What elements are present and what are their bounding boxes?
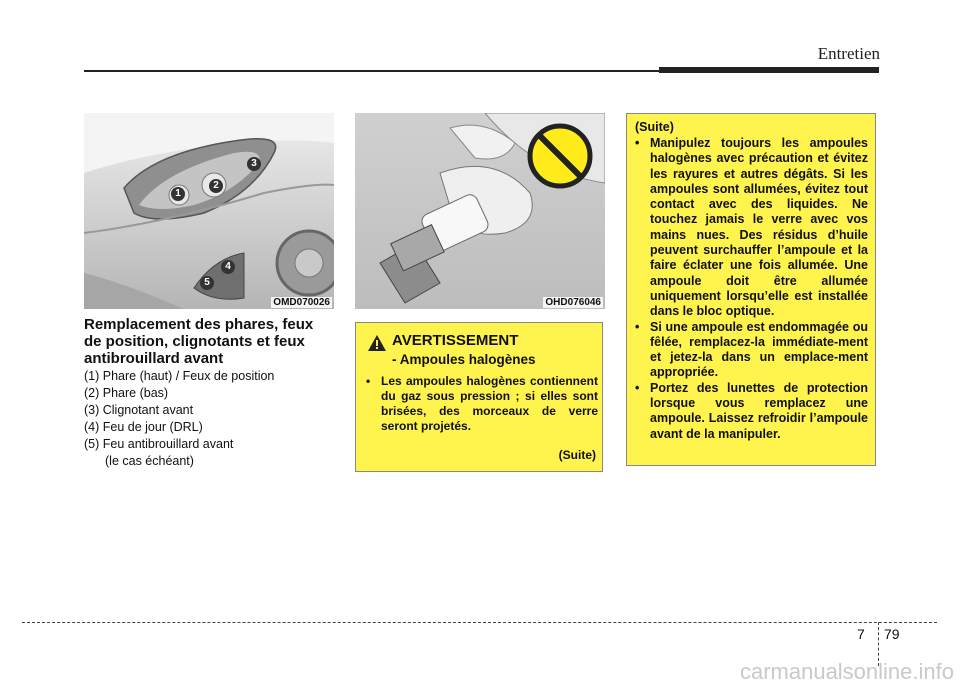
footer-rule bbox=[22, 622, 937, 623]
list-item: (4) Feu de jour (DRL) bbox=[84, 420, 203, 434]
chapter-number: 7 bbox=[857, 626, 865, 642]
figure-code: OMD070026 bbox=[273, 297, 330, 308]
header-rule bbox=[84, 70, 659, 72]
callout-2: 2 bbox=[209, 179, 223, 193]
list-item-continuation: (le cas échéant) bbox=[105, 454, 194, 468]
warning-text bbox=[366, 374, 598, 434]
bullet-text: Portez des lunettes de protection lorsque vous remplacez une ampoule. Laissez refroidir l’ampoule avant de la manipuler. bbox=[650, 380, 868, 441]
parts-list bbox=[84, 368, 344, 470]
list-item: (2) Phare (bas) bbox=[84, 386, 169, 400]
bullet-text: Si une ampoule est endommagée ou fêlée, remplacez-la immédiate-ment et jetez-la dans un emplace-ment appropriée. bbox=[650, 319, 868, 380]
bullet-icon: • bbox=[635, 380, 640, 395]
warning-suite: (Suite) bbox=[558, 448, 596, 462]
callout-3: 3 bbox=[247, 157, 261, 171]
list-item: (5) Feu antibrouillard avant bbox=[84, 437, 234, 451]
warning-triangle-icon bbox=[367, 334, 387, 352]
watermark: carmanualsonline.info bbox=[739, 659, 954, 684]
list-item bbox=[635, 381, 868, 442]
section-title: Entretien bbox=[817, 44, 880, 63]
bulb-illustration bbox=[355, 113, 605, 309]
figure-code: OHD076046 bbox=[545, 297, 601, 308]
header-rule-thick bbox=[659, 67, 879, 73]
warning-box bbox=[355, 322, 603, 472]
list-item: (1) Phare (haut) / Feux de position bbox=[84, 369, 275, 383]
list-item: (3) Clignotant avant bbox=[84, 403, 194, 417]
list-item bbox=[635, 136, 868, 320]
callout-5: 5 bbox=[200, 276, 214, 290]
warning-title: AVERTISSEMENT bbox=[392, 332, 519, 349]
continuation-suite: (Suite) bbox=[635, 120, 674, 134]
list-item bbox=[635, 320, 868, 381]
callout-4: 4 bbox=[221, 260, 235, 274]
headlamp-illustration bbox=[84, 113, 334, 309]
continuation-list bbox=[635, 136, 868, 442]
bullet-text: Manipulez toujours les ampoules halogènes avec précaution et évitez les rayures et autres dégâts. Si les ampoules sont allumées, évitez tout contact avec des liquides. Ne touchez jamais le verre avec vos mains nues. Des résidus d’huile peuvent surchauffer l’ampoule et la faire éclater une fois allumée. Une ampoule doit être allumée uniquement lorsqu’elle est installée dans le bloc optique. bbox=[650, 136, 868, 319]
page-number: 79 bbox=[884, 626, 900, 642]
hand-bulb-drawing bbox=[355, 113, 605, 309]
warning-subtitle: - Ampoules halogènes bbox=[392, 352, 536, 367]
warning-bullet: Les ampoules halogènes contiennent du gaz sous pression ; si elles sont brisées, des morceaux de verre seront projetés. bbox=[381, 374, 598, 433]
bullet-icon: • bbox=[366, 374, 371, 388]
bullet-icon: • bbox=[635, 136, 640, 150]
callout-1: 1 bbox=[171, 187, 185, 201]
continuation-box bbox=[626, 113, 876, 466]
bullet-icon: • bbox=[635, 319, 640, 334]
section-heading: Remplacement des phares, feux de position, clignotants et feux antibrouillard avant bbox=[84, 316, 314, 367]
